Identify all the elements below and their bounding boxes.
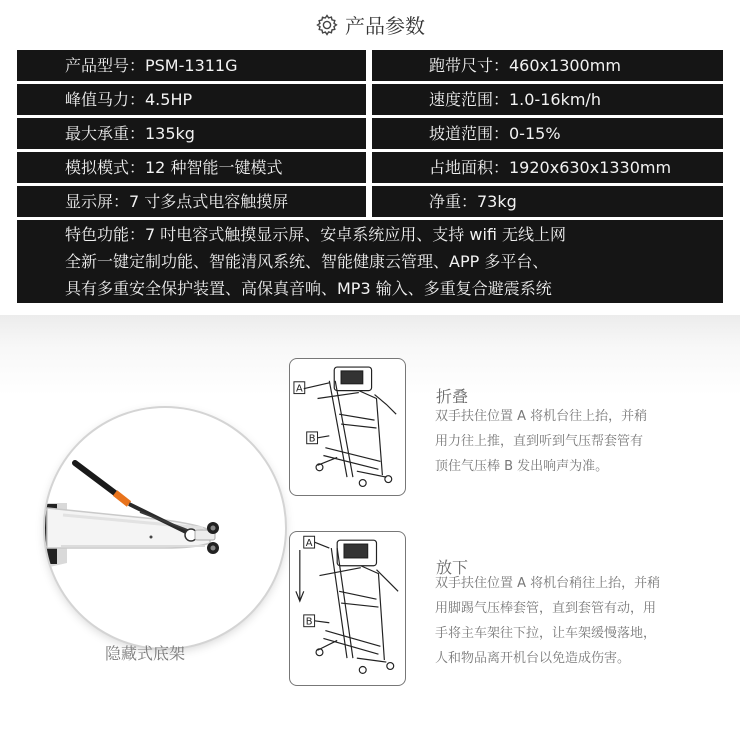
spec-row <box>17 118 723 149</box>
unfold-line: 用脚踢气压棒套管，直到套管有动，用 <box>435 601 657 616</box>
fold-diagram <box>289 358 406 496</box>
spec-modes: 模拟模式：12 种智能一键模式 <box>17 152 366 183</box>
unfold-line: 人和物品离开机台以免造成伤害。 <box>435 651 631 666</box>
spec-footprint: 占地面积：1920x630x1330mm <box>372 152 723 183</box>
fold-title: 折叠 <box>436 387 469 406</box>
marker-a: A <box>295 383 303 395</box>
spec-table <box>17 50 723 306</box>
fold-line: 用力往上推，直到听到气压帮套管有 <box>435 434 644 449</box>
spec-row <box>17 50 723 81</box>
spec-peak-horsepower: 峰值马力：4.5HP <box>17 84 366 115</box>
spec-model: 产品型号：PSM-1311G <box>17 50 366 81</box>
gear-icon <box>315 13 339 37</box>
hidden-frame-photo <box>45 408 285 648</box>
section-title: 产品参数 <box>345 14 425 38</box>
spec-row <box>17 84 723 115</box>
spec-speed-range: 速度范围：1.0-16km/h <box>372 84 723 115</box>
spec-row <box>17 152 723 183</box>
spec-row <box>17 186 723 217</box>
marker-a: A <box>305 538 313 550</box>
spec-row <box>17 220 723 303</box>
folded-treadmill-drawing <box>290 359 405 495</box>
unfold-title: 放下 <box>436 558 469 577</box>
spec-features <box>17 220 723 303</box>
marker-b: B <box>305 616 313 628</box>
features-line: 特色功能：7 吋电容式触摸显示屏、安卓系统应用、支持 wifi 无线上网 <box>65 225 567 244</box>
features-line: 具有多重安全保护装置、高保真音响、MP3 输入、多重复合避震系统 <box>65 279 552 298</box>
unfold-line: 双手扶住位置 A 将机台稍往上抬，并稍 <box>435 576 661 591</box>
spec-belt-size: 跑带尺寸：460x1300mm <box>372 50 723 81</box>
unfold-line: 手将主车架往下拉，让车架缓慢落地， <box>435 626 657 641</box>
spec-max-load: 最大承重：135kg <box>17 118 366 149</box>
spec-net-weight: 净重：73kg <box>372 186 723 217</box>
spec-display: 显示屏：7 寸多点式电容触摸屏 <box>17 186 366 217</box>
spec-incline-range: 坡道范围：0-15% <box>372 118 723 149</box>
section-header <box>0 10 740 39</box>
unfold-description <box>435 571 715 671</box>
fold-line: 双手扶住位置 A 将机台往上抬，并稍 <box>435 409 648 424</box>
unfold-diagram <box>289 531 406 686</box>
hidden-frame-illustration <box>45 408 285 648</box>
hidden-frame-label: 隐藏式底架 <box>105 644 186 663</box>
fold-description <box>435 404 715 479</box>
features-line: 全新一键定制功能、智能清风系统、智能健康云管理、APP 多平台、 <box>65 252 549 271</box>
marker-b: B <box>308 433 316 445</box>
unfolding-treadmill-drawing <box>290 532 405 685</box>
fold-line: 顶住气压棒 B 发出响声为准。 <box>435 459 609 474</box>
